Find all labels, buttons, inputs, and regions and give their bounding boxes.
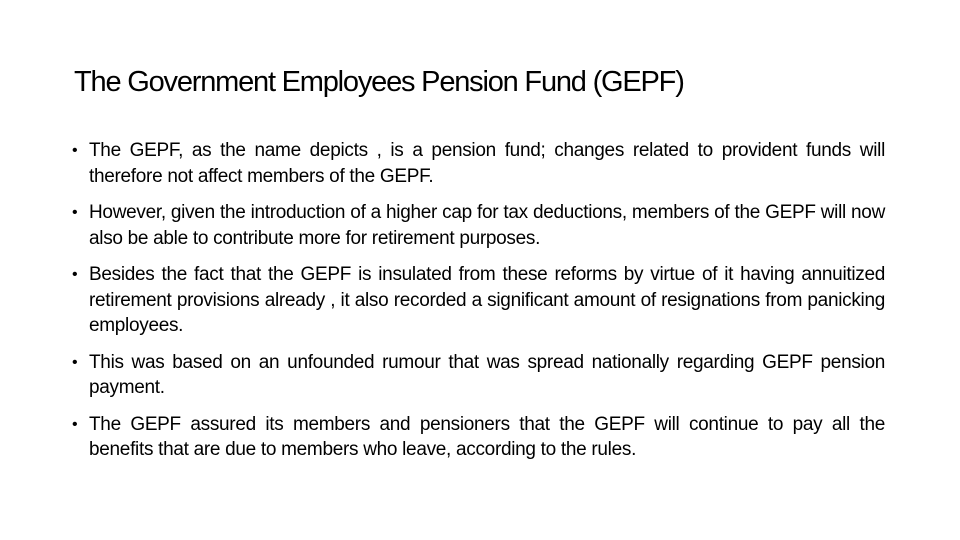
- bullet-dot-icon: •: [72, 142, 78, 159]
- bullet-dot-icon: •: [72, 415, 78, 433]
- bullet-item: [72, 138, 885, 189]
- bullet-text: Besides the fact that the GEPF is insulated from these reforms by virtue of it having annuitized retirement provisions already , it also recorded a significant amount of resignations from panicking employees.: [89, 264, 885, 336]
- bullet-text: This was based on an unfounded rumour that was spread nationally regarding GEPF pension payment.: [89, 351, 885, 398]
- bullet-dot-icon: •: [72, 353, 78, 371]
- bullet-text: The GEPF, as the name depicts , is a pension fund; changes related to provident funds will therefore not affect members of the GEPF.: [89, 140, 885, 187]
- bullet-item: [72, 262, 885, 339]
- bullet-text: The GEPF assured its members and pensioners that the GEPF will continue to pay all the benefits that are due to members who leave, according to the rules.: [89, 413, 885, 460]
- slide-title: The Government Employees Pension Fund (GEPF): [74, 66, 684, 98]
- bullet-item: [72, 200, 885, 251]
- bullet-text: However, given the introduction of a higher cap for tax deductions, members of the GEPF will now also be able to contribute more for retirement purposes.: [89, 202, 885, 249]
- bullet-list: [72, 138, 885, 474]
- bullet-item: [72, 350, 885, 401]
- bullet-dot-icon: •: [72, 266, 78, 283]
- bullet-item: [72, 412, 885, 463]
- bullet-dot-icon: •: [72, 204, 78, 221]
